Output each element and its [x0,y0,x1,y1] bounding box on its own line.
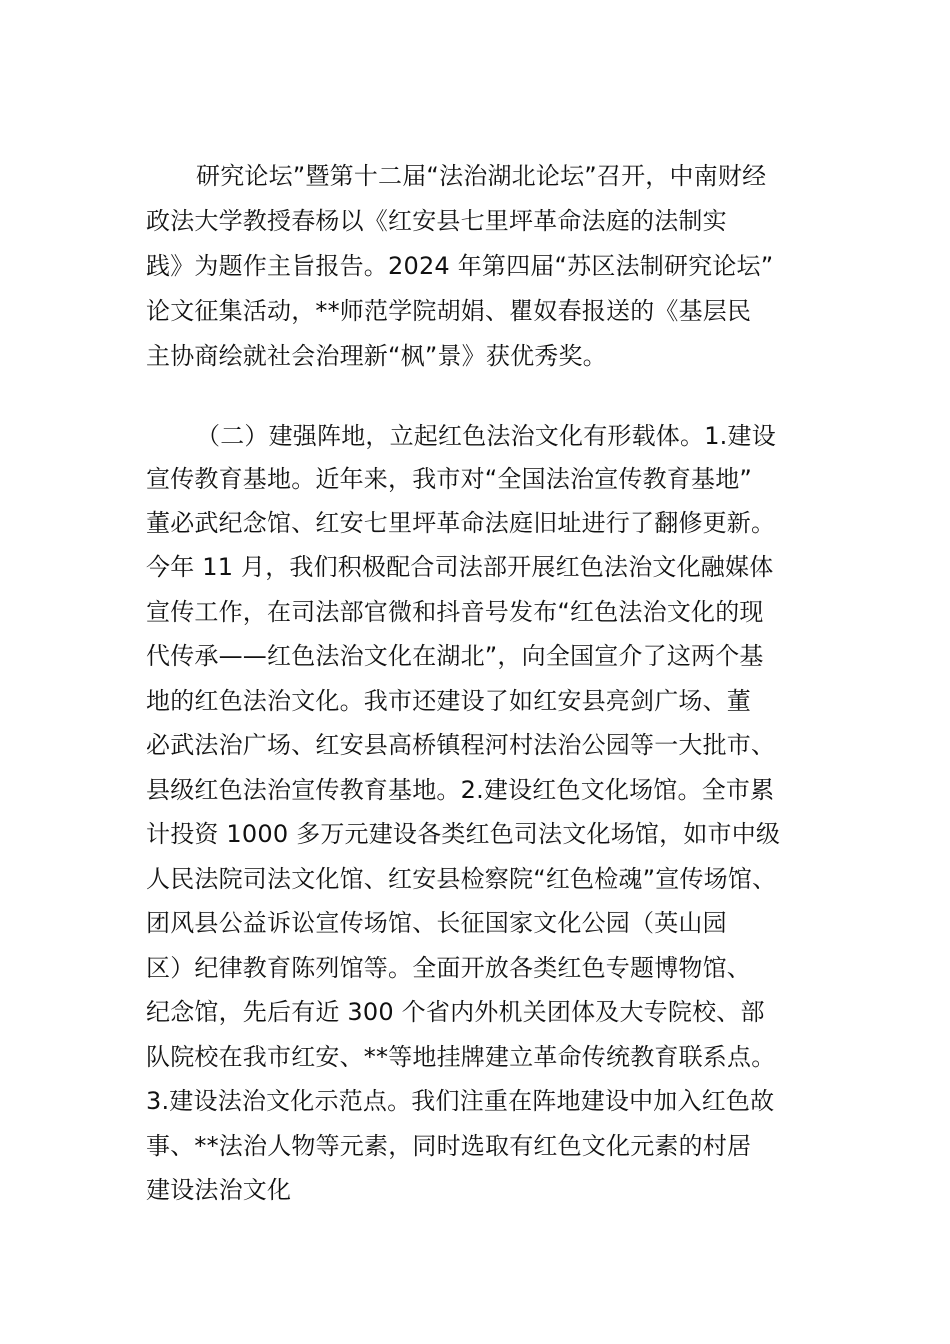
paragraph-2-line-8: 必武法治广场、红安县高桥镇程河村法治公园等一大批市、 [146,731,776,759]
paragraph-2-line-10: 计投资 1000 多万元建设各类红色司法文化场馆，如市中级 [146,820,781,848]
paragraph-2-line-13: 区）纪律教育陈列馆等。全面开放各类红色专题博物馆、 [146,954,751,982]
paragraph-2-line-17: 事、**法治人物等元素，同时选取有红色文化元素的村居 [146,1132,752,1160]
paragraph-2-line-9: 县级红色法治宣传教育基地。2.建设红色文化场馆。全市累 [146,776,775,804]
paragraph-1-line-1: 研究论坛”暨第十二届“法治湖北论坛”召开，中南财经 [196,162,767,190]
paragraph-1-line-3: 践》为题作主旨报告。2024 年第四届“苏区法制研究论坛” [146,252,774,280]
paragraph-2-line-5: 宣传工作，在司法部官微和抖音号发布“红色法治文化的现 [146,598,764,626]
paragraph-2-line-1: （二）建强阵地，立起红色法治文化有形载体。1.建设 [196,422,776,450]
paragraph-2-line-6: 代传承——红色法治文化在湖北”，向全国宣介了这两个基 [146,642,764,670]
paragraph-2-line-2: 宣传教育基地。近年来，我市对“全国法治宣传教育基地” [146,465,753,493]
paragraph-2-line-18: 建设法治文化 [146,1176,292,1204]
paragraph-2-line-14: 纪念馆，先后有近 300 个省内外机关团体及大专院校、部 [146,998,765,1026]
paragraph-2-line-7: 地的红色法治文化。我市还建设了如红安县亮剑广场、董 [146,687,751,715]
paragraph-2-line-3: 董必武纪念馆、红安七里坪革命法庭旧址进行了翻修更新。 [146,509,776,537]
paragraph-2-line-4: 今年 11 月，我们积极配合司法部开展红色法治文化融媒体 [146,553,774,581]
paragraph-1-line-4: 论文征集活动，**师范学院胡娟、瞿奴春报送的《基层民 [146,297,752,325]
paragraph-2-line-11: 人民法院司法文化馆、红安县检察院“红色检魂”宣传场馆、 [146,865,777,893]
paragraph-2-line-15: 队院校在我市红安、**等地挂牌建立革命传统教育联系点。 [146,1043,776,1071]
paragraph-2-line-12: 团风县公益诉讼宣传场馆、长征国家文化公园（英山园 [146,909,727,937]
paragraph-1-line-5: 主协商绘就社会治理新“枫”景》获优秀奖。 [146,342,607,370]
paragraph-2-line-16: 3.建设法治文化示范点。我们注重在阵地建设中加入红色故 [146,1087,775,1115]
paragraph-1-line-2: 政法大学教授春杨以《红安县七里坪革命法庭的法制实 [146,207,727,235]
